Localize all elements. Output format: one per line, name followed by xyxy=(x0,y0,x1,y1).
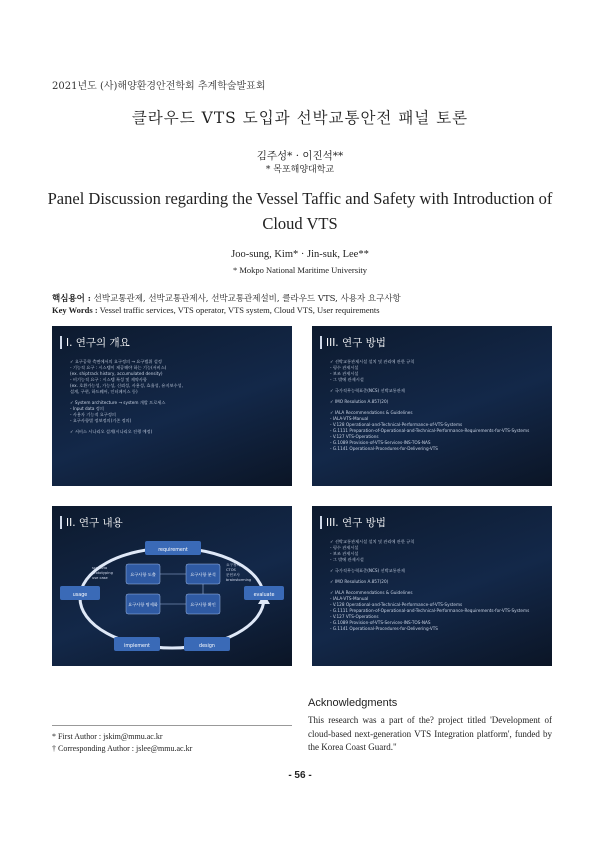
slide-content-diagram xyxy=(52,506,292,666)
slide-line: - 기능적 요구 : 시스템이 제공해야 하는 기능(서비스) xyxy=(70,365,167,370)
slide-line: - V.128 Operational-and-Technical-Performance-of-VTS-Systems xyxy=(330,422,463,427)
slide-method-1 xyxy=(312,326,552,486)
node-label: evaluate xyxy=(253,593,275,598)
node-label: 요구사항 분석 xyxy=(190,572,216,577)
conference-header: 2021년도 (사)해양환경안전학회 추계학술발표회 xyxy=(52,81,266,92)
slide-line: - IALA-VTS-Manual xyxy=(330,416,369,421)
affiliation-english: * Mokpo National Maritime University xyxy=(232,265,368,275)
right-list-item: 요구정의 xyxy=(226,563,240,567)
acknowledgments-text: This research was a part of the? project titled 'Development of cloud-based next-generation VTS Integration platform', funded by the Korea Coast Guard." xyxy=(308,715,552,752)
slide-line: - 평수 관제시설 xyxy=(330,545,359,550)
footnote-first-author: * First Author : jskim@mmu.ac.kr xyxy=(52,732,163,741)
slide-line: ✓ IALA Recommendations & Guidelines xyxy=(330,590,413,595)
slide-line: ✓ 요구공학 측면에서의 요구정의 → 요구범위 설정 xyxy=(70,359,162,364)
requirements-cycle-diagram xyxy=(52,506,292,666)
right-list-item: CTOS xyxy=(226,568,236,572)
slide-title-bar xyxy=(320,336,322,349)
slide-title: I. 연구의 개요 xyxy=(66,337,130,349)
slide-overview xyxy=(52,326,292,486)
slide-line: - V.127 VTS-Operations xyxy=(330,434,379,439)
keywords-korean xyxy=(52,292,401,304)
node-label: 요구사항 도출 xyxy=(130,572,156,577)
slide-line: ✓ IMO Resolution A.857(20) xyxy=(330,399,389,404)
slide-line: ✓ 선박교통관제시설 설치 및 관리에 관한 규칙 xyxy=(330,359,415,364)
slide-line: - 그 밖에 관제시설 xyxy=(330,377,364,382)
slide-line: 설계, 구현, 하드웨어, 인터페이스 등) xyxy=(70,389,138,394)
slide-line: - Input data 정의 xyxy=(70,406,104,411)
slide-line: - 사용자 기능적 요구정의 xyxy=(70,412,116,417)
slide-text xyxy=(330,539,546,632)
slide-line: - 요구사항별 정보정의(기존 정의) xyxy=(70,418,132,423)
slide-line: ✓ System architecture → system 개발 프로세스 xyxy=(70,400,166,405)
slide-line: - G.1111 Preparation-of-Operational-and-Technical-Performance-Requirements-for-VTS-Systems xyxy=(330,608,530,613)
slide-line: ✓ IMO Resolution A.857(20) xyxy=(330,579,389,584)
slide-line: (ex. shiptrack history, accumulated density) xyxy=(70,371,163,376)
title-korean: 클라우드 VTS 도입과 선박교통안전 패널 토론 xyxy=(131,109,469,127)
page-number: - 56 - xyxy=(288,770,312,781)
slide-line: ✓ 선박교통관제시설 설치 및 관리에 관한 규칙 xyxy=(330,539,415,544)
node-label: design xyxy=(199,644,215,649)
left-list-item: scenario xyxy=(92,566,108,570)
node-label: 요구사항 확인 xyxy=(190,602,216,607)
acknowledgments-heading: Acknowledgments xyxy=(308,697,398,709)
slide-text xyxy=(330,359,546,452)
footnote-corresponding-author: † Corresponding Author : jslee@mmu.ac.kr xyxy=(52,744,193,753)
slide-line: - G.1089 Provision-of-VTS-Services-INS-TOS-NAS xyxy=(330,440,431,445)
slide-line: - G.1141 Operational-Procedures-for-Delivering-VTS xyxy=(330,626,438,631)
slide-title-bar xyxy=(320,516,322,529)
keywords-korean-label: 핵심용어 : xyxy=(52,294,91,304)
slide-line: - 그 밖에 관제시설 xyxy=(330,557,364,562)
keywords-english-text: Vessel traffic services, VTS operator, VTS system, Cloud VTS, User requirements xyxy=(99,305,380,315)
slide-line: - 보조 관제시설 xyxy=(330,551,359,556)
authors-english: Joo-sung, Kim* · Jin-suk, Lee** xyxy=(231,249,369,260)
slide-line: - IALA-VTS-Manual xyxy=(330,596,369,601)
slide-method-2 xyxy=(312,506,552,666)
node-label: 요구사항 명세화 xyxy=(128,602,158,607)
slide-line: - 비기능적 요구 : 시스템 특성 및 제약사항 xyxy=(70,377,147,382)
slide-title: II. 연구 내용 xyxy=(66,517,123,529)
authors-korean: 김주성* · 이진석** xyxy=(256,150,344,162)
slide-line: - 보조 관제시설 xyxy=(330,371,359,376)
slide-text xyxy=(70,359,286,435)
slide-title: III. 연구 방법 xyxy=(326,517,386,529)
left-list-item: use case xyxy=(92,576,108,580)
slide-line: ✓ 서비스 시나리오 설계(시나리오 진행 예정) xyxy=(70,429,153,434)
node-label: usage xyxy=(72,593,88,598)
left-list-item: prototyping xyxy=(92,571,113,575)
slide-line: (ex. 호환가능성, 가능성, 신뢰성, 사용성, 효율성, 유지보수성, xyxy=(70,383,183,388)
right-list-item: brainstorming xyxy=(226,578,252,582)
slide-title: III. 연구 방법 xyxy=(326,337,386,349)
keywords-korean-text: 선박교통관제, 선박교통관제사, 선박교통관제설비, 클라우드 VTS, 사용자 요구사항 xyxy=(93,294,401,304)
right-list-item: 문헌조사 xyxy=(226,573,240,577)
slide-line: ✓ IALA Recommendations & Guidelines xyxy=(330,410,413,415)
slide-line: - V.127 VTS-Operations xyxy=(330,614,379,619)
node-label: requirement xyxy=(158,548,188,553)
node-label: implement xyxy=(124,644,150,649)
slide-line: ✓ 국가적무능력표준(NCS) 선박교통관제 xyxy=(330,568,405,573)
slide-line: - V.128 Operational-and-Technical-Performance-of-VTS-Systems xyxy=(330,602,463,607)
footnote-divider xyxy=(52,725,292,726)
keywords-english xyxy=(52,305,380,315)
affiliation-korean: * 목포해양대학교 xyxy=(265,165,335,175)
keywords-english-label: Key Words : xyxy=(52,305,98,315)
slide-line: - G.1089 Provision-of-VTS-Services-INS-TOS-NAS xyxy=(330,620,431,625)
slide-line: - G.1111 Preparation-of-Operational-and-Technical-Performance-Requirements-for-VTS-Systems xyxy=(330,428,530,433)
slide-line: - G.1141 Operational-Procedures-for-Delivering-VTS xyxy=(330,446,438,451)
title-english: Panel Discussion regarding the Vessel Taffic and Safety with Introduction of Cloud VTS xyxy=(47,189,553,233)
slide-line: - 평수 관제시설 xyxy=(330,365,359,370)
slide-line: ✓ 국가적무능력표준(NCS) 선박교통관제 xyxy=(330,388,405,393)
slide-title-bar xyxy=(60,336,62,349)
